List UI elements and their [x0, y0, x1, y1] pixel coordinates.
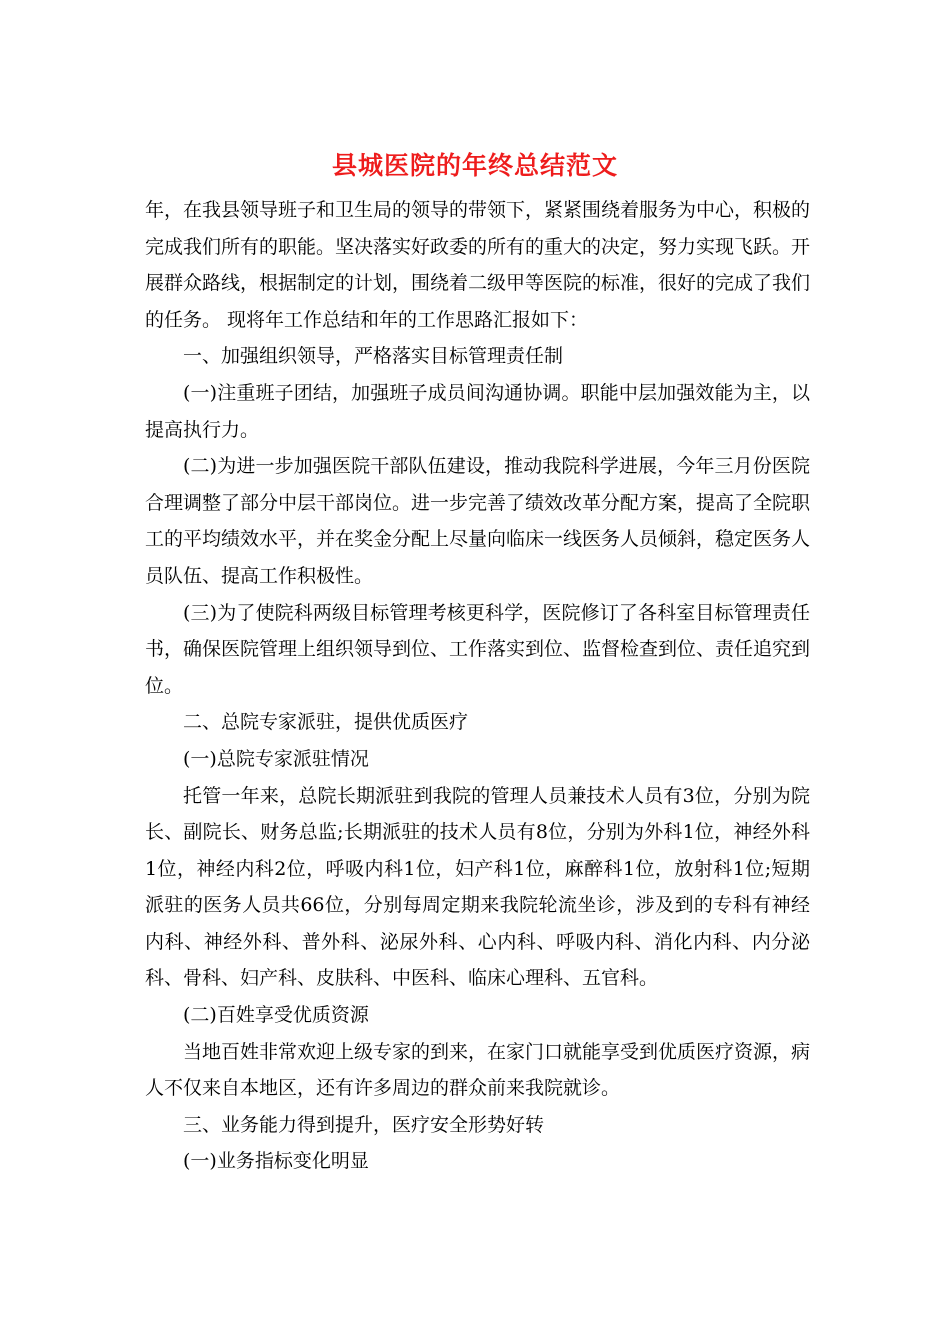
document-title: 县城医院的年终总结范文 [331, 151, 618, 180]
section-heading-1: 一、加强组织领导，严格落实目标管理责任制 [183, 345, 564, 368]
subheading-2-1: (一)总院专家派驻情况 [183, 747, 369, 770]
subheading-2-2: (二)百姓享受优质资源 [183, 1004, 369, 1027]
paragraph-intro: 年，在我县领导班子和卫生局的领导的带领下，紧紧围绕着服务为中心，积极的完成我们所有的职能。坚决落实好政委的所有的重大的决定，努力实现飞跃。开展群众路线，根据制定的计划，围绕着二级甲等医院的标准，很好的完成了我们的任务。 现将年工作总结和年的工作思路汇报如下： [145, 199, 811, 331]
section-heading-3: 三、业务能力得到提升，医疗安全形势好转 [183, 1113, 545, 1136]
paragraph-1-2: (二)为进一步加强医院干部队伍建设，推动我院科学进展，今年三月份医院合理调整了部分中层干部岗位。进一步完善了绩效改革分配方案，提高了全院职工的平均绩效水平，并在奖金分配上尽量向临床一线医务人员倾斜，稳定医务人员队伍、提高工作积极性。 [145, 455, 811, 587]
subheading-3-1: (一)业务指标变化明显 [183, 1150, 369, 1173]
paragraph-1-3: (三)为了使院科两级目标管理考核更科学，医院修订了各科室目标管理责任书，确保医院管理上组织领导到位、工作落实到位、监督检查到位、责任追究到位。 [145, 601, 811, 697]
document-body [145, 192, 810, 1180]
paragraph-2-2: 当地百姓非常欢迎上级专家的到来，在家门口就能享受到优质医疗资源，病人不仅来自本地区，还有许多周边的群众前来我院就诊。 [145, 1040, 811, 1100]
section-heading-2: 二、总院专家派驻，提供优质医疗 [183, 711, 469, 734]
paragraph-1-1: (一)注重班子团结，加强班子成员间沟通协调。职能中层加强效能为主，以提高执行力。 [145, 381, 810, 441]
paragraph-2-1: 托管一年来，总院长期派驻到我院的管理人员兼技术人员有3位，分别为院长、副院长、财务总监;长期派驻的技术人员有8位，分别为外科1位，神经外科1位，神经内科2位，呼吸内科1位，妇产科1位，麻醉科1位，放射科1位;短期派驻的医务人员共66位，分别每周定期来我院轮流坐诊，涉及到的专科有神经内科、神经外科、普外科、泌尿外科、心内科、呼吸内科、消化内科、内分泌科、骨科、妇产科、皮肤科、中医科、临床心理科、五官科。 [145, 784, 810, 990]
